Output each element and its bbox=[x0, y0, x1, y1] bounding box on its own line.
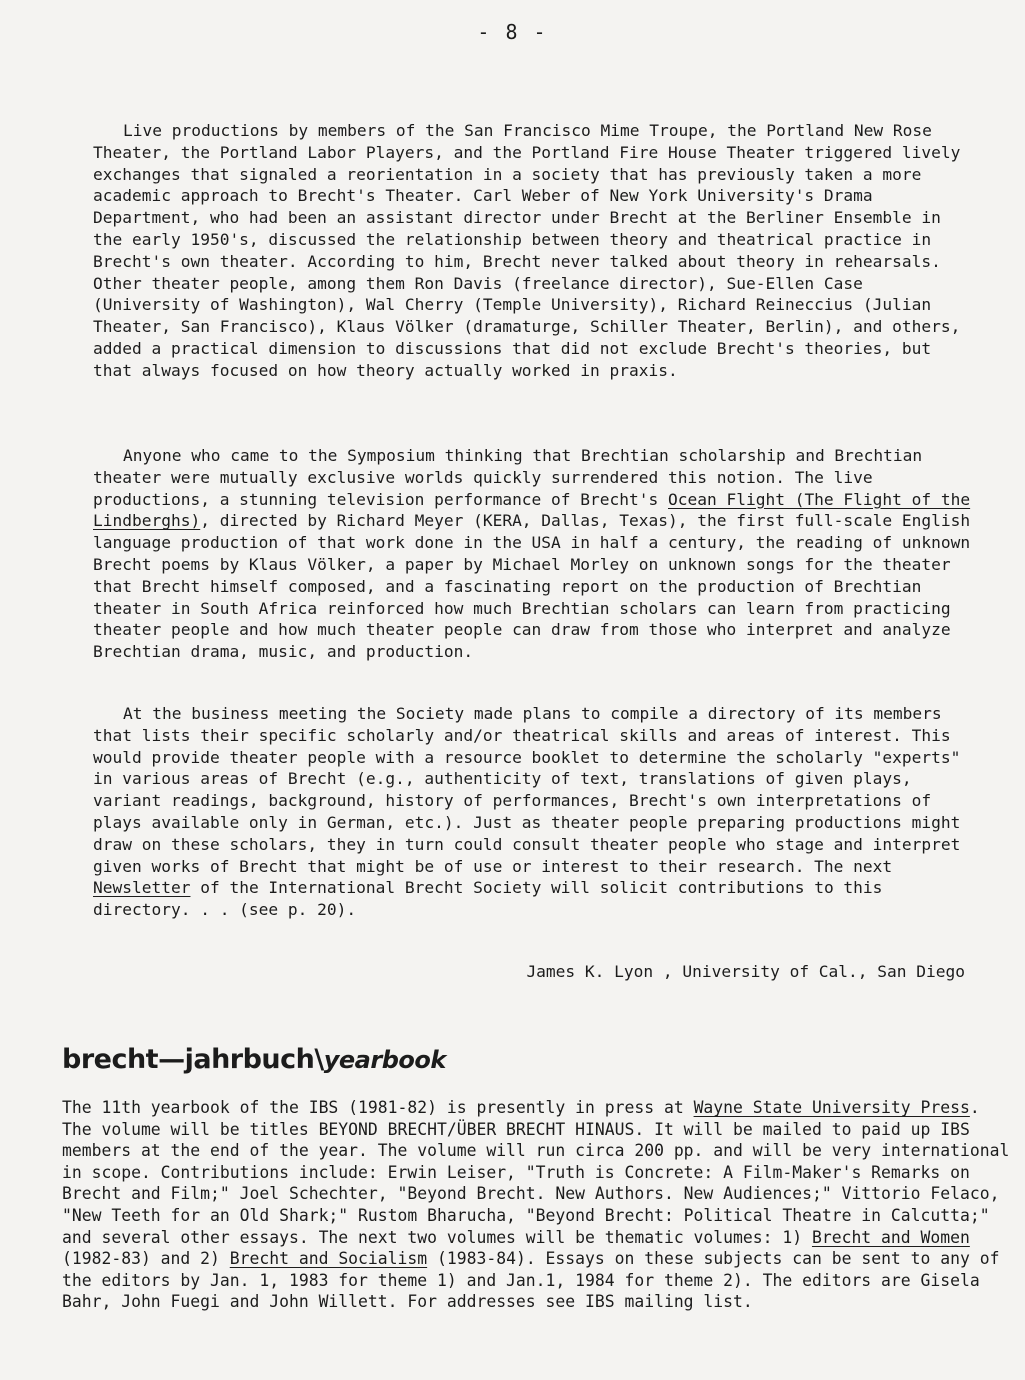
yearbook-heading bbox=[62, 1044, 446, 1075]
yearbook-announcement bbox=[62, 1097, 1012, 1313]
report-paragraph-2 bbox=[93, 445, 973, 663]
ocean-flight-title: Ocean Flight (The Flight of the Lindberghs) bbox=[93, 489, 971, 531]
yearbook-text-3: (1982-83) and 2) bbox=[62, 1249, 230, 1269]
author-signature: James K. Lyon , University of Cal., San Diego bbox=[526, 962, 965, 981]
yearbook-heading-separator: \ bbox=[314, 1044, 324, 1075]
theme-1-title: Brecht and Women bbox=[811, 1227, 970, 1247]
report-p1-text: Live productions by members of the San Francisco Mime Troupe, the Portland New Rose Theater, the Portland Labor Players, and the Portland Fire House Theater triggered lively exchanges that signaled a reorientation in a society that has previously taken a more academic approach to Brecht's Theater. Carl Weber of New York University's Drama Department, who had been an assistant director under Brecht at the Berliner Ensemble in the early 1950's, discussed the relationship between theory and theatrical practice in Brecht's own theater. According to him, Brecht never talked about theory in rehearsals. Other theater people, among them Ron Davis (freelance director), Sue-Ellen Case (University of Washington), Wal Cherry (Temple University), Richard Reineccius (Julian Theater, San Francisco), Klaus Völker (dramaturge, Schiller Theater, Berlin), and others, added a practical dimension to discussions that did not exclude Brecht's theories, but that always focused on how theory actually worked in praxis. bbox=[93, 121, 961, 380]
report-p2-text-a: Anyone who came to the Symposium thinking that Brechtian scholarship and Brechtian theater were mutually exclusive worlds quickly surrendered this notion. The live productions, a stunning television performance of Brecht's bbox=[93, 446, 923, 509]
report-paragraph-3 bbox=[93, 703, 973, 921]
theme-2-title: Brecht and Socialism bbox=[229, 1249, 428, 1269]
yearbook-text-4: (1983-84). Essays on these subjects can be sent to any of the editors by Jan. 1, 1983 for theme 1) and Jan.1, 1984 for theme 2). The editors are Gisela Bahr, John Fuegi and John Willett. For addresses see IBS mailing list. bbox=[62, 1249, 1000, 1312]
yearbook-heading-sub: yearbook bbox=[323, 1046, 446, 1074]
yearbook-heading-main: brecht—jahrbuch bbox=[62, 1044, 315, 1075]
newsletter-title: Newsletter bbox=[93, 878, 191, 898]
report-paragraph-1 bbox=[93, 120, 973, 382]
report-p3-text-a: At the business meeting the Society made plans to compile a directory of its members that lists their specific scholarly and/or theatrical skills and areas of interest. This would provide theater people with a resource booklet to determine the scholarly "experts" in various areas of Brecht (e.g., authenticity of text, translations of given plays, variant readings, background, history of performances, Brecht's own interpretations of plays available only in German, etc.). Just as theater people preparing productions might draw on these scholars, they in turn could consult theater people who stage and interpret given works of Brecht that might be of use or interest to their research. The next bbox=[93, 704, 961, 876]
yearbook-text-2: . The volume will be titles BEYOND BRECHT/ÜBER BRECHT HINAUS. It will be mailed to paid up IBS members at the end of the year. The volume will run circa 200 pp. and will be very international in scope. Contributions include: Erwin Leiser, "Truth is Concrete: A Film-Maker's Remarks on Brecht and Film;" Joel Schechter, "Beyond Brecht. New Authors. New Audiences;" Vittorio Felaco, "New Teeth for an Old Shark;" Rustom Bharucha, "Beyond Brecht: Political Theatre in Calcutta;" and several other essays. The next two volumes will be thematic volumes: 1) bbox=[62, 1098, 1010, 1247]
page-number: - 8 - bbox=[477, 20, 548, 44]
report-p3-text-b: of the International Brecht Society will solicit contributions to this directory. . . (see p. 20). bbox=[93, 878, 883, 920]
report-p2-text-b: , directed by Richard Meyer (KERA, Dallas, Texas), the first full-scale English language production of that work done in the USA in half a century, the reading of unknown Brecht poems by Klaus Völker, a paper by Michael Morley on unknown songs for the theater that Brecht himself composed, and a fascinating report on the production of Brechtian theater in South Africa reinforced how much Brechtian scholars can learn from practicing theater people and how much theater people can draw from those who interpret and analyze Brechtian drama, music, and production. bbox=[93, 511, 971, 662]
yearbook-text-1: The 11th yearbook of the IBS (1981-82) is presently in press at bbox=[62, 1098, 694, 1117]
publisher-name: Wayne State University Press bbox=[693, 1098, 970, 1117]
